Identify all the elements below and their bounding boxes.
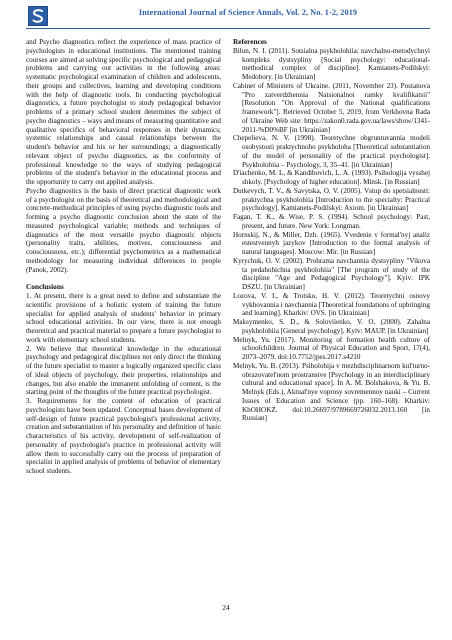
reference-entry: Lozova, V. I., & Trotsko, H. V. (2012). Teoretychni osnovy vykhovannia i navchannia [Theoretical foundations of upbringing and learning]. Kharkiv: OVS. [in Ukrainian] <box>233 291 430 318</box>
intro-paragraph: and Psycho diagnostics reflect the experience of mass practice of psychologists in educational institutions. The mentioned training courses are aimed at solving specific psychological and pedagogical problems and carrying out activities in the following areas: systematic psychological examination of children and adolescents, their groups and collectives, learning and developing conditions with the help of diagnostic tools. In conducting psychological diagnostics, a future psychologist to study pedagogical behavior problems of a primary school student determines the subject of psycho diagnostics – ways and means of measuring quantitative and qualitative specifics of behavioral responses in their dynamics; systemic relationships and causal relationships between the student's behavior and his or her surroundings; a diagnostically relevant object of psycho diagnostics, as the conformity of professional knowledge to the ways of studying pedagogical problems of the student's behavior in the educational process and the opportunity to carry out applied analysis. <box>26 38 221 186</box>
reference-entry: Bilun, N. I. (2011). Sotsialna psykholohiia: navchalno-metodychnyi kompleks dystsypliny [Social psychology: educational-methodical complex of discipline]. Kamianets-Podilskyi: Medobory. [in Ukrainian] <box>233 46 430 81</box>
journal-title: International Journal of Science Annals, Vol. 2, No. 1-2, 2019 <box>138 8 358 17</box>
journal-header <box>26 6 430 29</box>
conclusions-heading: Conclusions <box>26 282 64 292</box>
left-column <box>26 38 221 476</box>
reference-entry: Dutkevych, T. V., & Savytska, O. V. (2005). Vstup do spetsialnosti: praktychna psykholohiia [Introduction to the specialty: Practical psychology]. Kamianets-Podilskyi: Axiom. [in Ukrainian] <box>233 186 430 213</box>
conclusion-item: 2. We believe that theoretical knowledge in the educational psychology and pedagogical disciplines not only direct the thinking of the future specialist to master a logically organized specific class of ideal objects of psychology, their properties, relationships and changes, but also enable the immanent unfolding of content, is the starting point of the thoughts of the future practical psychologist. <box>26 344 221 397</box>
reference-entry: Cabinet of Ministers of Ukraine. (2011, November 23). Postanova "Pro zatverdzhennia Natsionalnoi ramky kvalifikatsii" [Resolution "On Approval of the National qualifications framework"]. Retrieved October 5, 2019, from Verkhovna Rada of Ukraine Web site: https://zakon0.rada.gov.ua/laws/show/1341-2011-%D0%BF [in Ukrainian] <box>233 81 430 134</box>
journal-logo-icon <box>28 6 48 26</box>
reference-entry: Chepelieva, N. V. (1998). Teoretychne obgruntuvannia modeli osobystosti praktychnoho psykholoha [Theoretical substantiation of the model of personality of the practical psychologist]. Psykholohiia – Psychology, 3, 35–41. [in Ukrainian] <box>233 134 430 169</box>
reference-entry: Maksymenko, S. D., & Soloviienko, V. O. (2000). Zahalna psykholohiia [General psychology]. Kyiv: MAUP. [in Ukrainian] <box>233 318 430 335</box>
page-number: 24 <box>222 603 230 612</box>
reference-entry: Melnyk, Yu. B. (2013). Psiholohija v mezhdisciplinarnom kul'turno-obrazovatel'nom prostranstve [Psychology in an interdisciplinary cultural and educational space]. In A. M. Bolshakova, & Yu. B. Melnyk (Eds.), Aktual'nye voprosy sovremennoy nauki – Current Issues of Education and Science (pp. 160–168). Kharkiv: KhOHOKZ. doi:10.26697/9789669726032.2013.160 [in Russian] <box>233 361 430 423</box>
conclusion-item: 1. At present, there is a great need to define and substantiate the scientific provisions of a holistic system of training the future specialist for applied analysis of students' behavior in primary school educational activities. In our view, there is not enough theoretical and practical material to prepare a future psychologist to work with elementary school students. <box>26 292 221 344</box>
reference-entry: Melnyk, Yu. (2017). Monitoring of formation health culture of schoolchildren. Journal of Physical Education and Sport, 17(4), 2073–2079. doi:10.7752/jpes.2017.s4210 <box>233 335 430 361</box>
psychodiagnostics-paragraph: Psycho diagnostics is the basis of direct practical diagnostic work of a psychologist on the basis of theoretical and methodological and concrete-methodical principles of using psycho diagnostic tools and forming a psycho diagnostic conclusion about the state of the measured psychological variable; methods and techniques of diagnostics of the most versatile psycho diagnostic objects (personality traits, abilities, motives, consciousness and consciousness, etc.); differential psychometrics as a mathematical methodology for measuring individual differences in people (Panok, 2002). <box>26 186 221 274</box>
reference-entry: Hornskij, N., & Miller, Dzh. (1965). Vvedenie v formal'nyj analiz estestvennyh jazykov [Introduction to the formal analysis of natural languages]. Moscow: Mir. [in Russian] <box>233 230 430 256</box>
conclusion-item: 3. Requirements for the content of education of practical psychologists have been updated. Conceptual bases development of self-design of future practical psychologist's professional activity, creation and substantiation of his personality and definition of basic characteristics of his activity, development of self-realization of personality of psychologist's practice in professional activity will allow them to successfully carry out the process of preparation of specialist in applied analysis of problems of behavior of elementary school students. <box>26 397 221 475</box>
reference-entry: D'iachenko, M. L, & Kandibovich, L. A. (1993). Psihologija vysshej shkoly. [Psychology of higher education]. Minsk. [in Russian] <box>233 169 430 186</box>
reference-entry: Kyrychuk, O. V. (2002). Prohrama navchannia dystsypliny "Vikova ta pedahohichna psykholohiia" [The program of study of the discipline "Age and Pedagogical Psychology"]. Kyiv: IPK DSZU. [in Ukrainian] <box>233 256 430 291</box>
references-heading: References <box>233 37 267 46</box>
right-column <box>233 38 430 423</box>
reference-entry: Fagan, T. K., & Wise, P. S. (1994). School psychology: Past, present, and future. New York: Longman. <box>233 213 430 230</box>
